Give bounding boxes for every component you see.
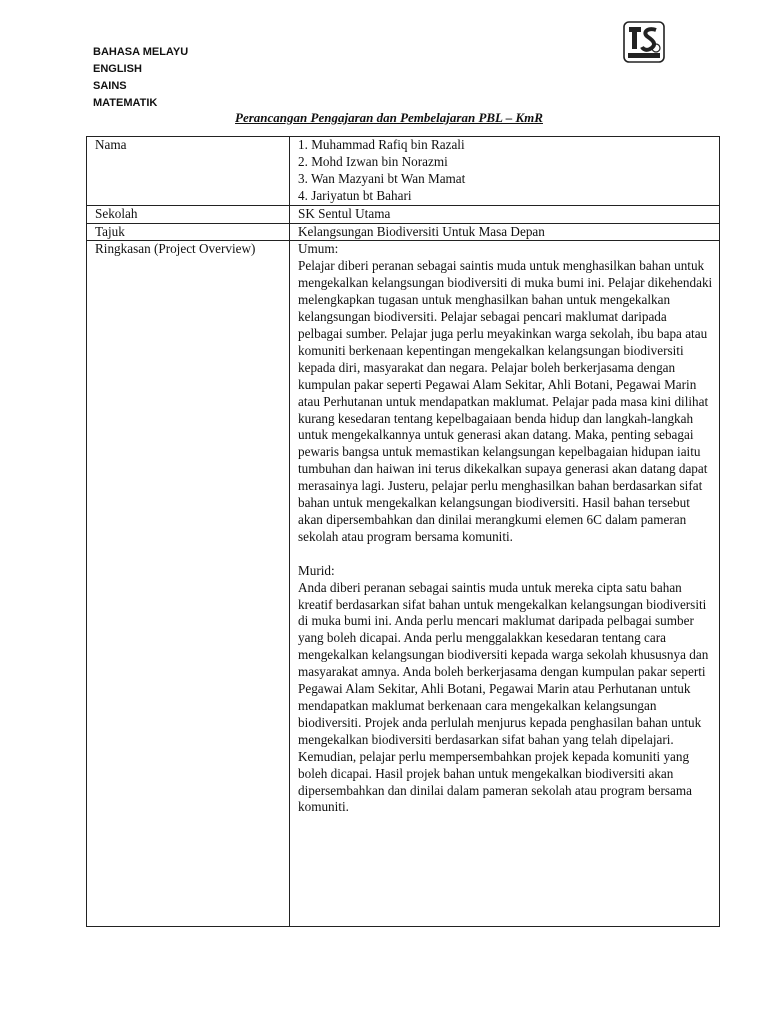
sekolah-label: Sekolah — [87, 205, 290, 223]
tajuk-value: Kelangsungan Biodiversiti Untuk Masa Depan — [290, 223, 720, 241]
table-row — [87, 205, 720, 223]
sekolah-value: SK Sentul Utama — [290, 205, 720, 223]
table-row — [87, 223, 720, 241]
subject-item: BAHASA MELAYU — [93, 46, 189, 58]
name-item: 1. Muhammad Rafiq bin Razali — [298, 137, 465, 152]
umum-paragraph: Pelajar diberi peranan sebagai saintis muda untuk menghasilkan bahan untuk mengekalkan kelangsungan biodiversiti di muka bumi ini. Pelajar dikehendaki melengkapkan tugasan untuk menghasilkan bahan untuk mengekalkan kelangsungan biodiversiti. Pelajar sebagai pencari maklumat daripada pelbagai sumber. Pelajar juga perlu meyakinkan warga sekolah, ibu bapa atau komuniti berkenaan kepentingan mengekalkan kelangsungan biodiversiti kepada diri, masyarakat dan negara. Pelajar boleh berkerjasama dengan kumpulan pakar seperti Pegawai Alam Sekitar, Ahli Botani, Pegawai Marin atau Perhutanan untuk mendapatkan maklumat. Pelajar pada masa kini dilihat kurang kesedaran tentang kepelbagaiaan benda hidup dan langkah-langkah untuk mengekalkannya untuk generasi akan datang. Maka, penting sebagai pewaris bangsa untuk memastikan kelangsungan kepelbagaian hidupan iaitu tumbuhan dan haiwan ini terus dikekalkan supaya generasi akan datang dapat merasainya lagi. Justeru, pelajar perlu menghasilkan bahan berdasarkan sifat bahan untuk mengekalkan kelangsungan biodiversiti. Hasil bahan tersebut akan dipersembahkan dan dinilai merangkumi elemen 6C dalam pameran sekolah atau program bersama komuniti. — [298, 258, 713, 544]
plan-table — [86, 136, 720, 927]
tajuk-label: Tajuk — [87, 223, 290, 241]
document-title-text: Perancangan Pengajaran dan Pembelajaran PBL – KmR — [235, 110, 543, 125]
names-cell — [290, 137, 720, 206]
subject-item: ENGLISH — [93, 63, 142, 75]
table-row — [87, 137, 720, 206]
subject-item: MATEMATIK — [93, 97, 158, 109]
name-item: 2. Mohd Izwan bin Norazmi — [298, 153, 448, 169]
subject-item: SAINS — [93, 80, 127, 92]
murid-paragraph: Anda diberi peranan sebagai saintis muda untuk mereka cipta satu bahan kreatif berdasarkan sifat bahan untuk mengekalkan kelangsungan biodiversiti di muka bumi ini. Anda perlu mencari maklumat daripada pelbagai sumber yang boleh dicapai. Anda perlu menggalakkan kesedaran tentang cara mengekalkan kelangsungan biodiversiti kepada warga sekolah khususnya dan masyarakat amnya. Anda boleh berkerjasama dengan kumpulan pakar seperti Pegawai Alam Sekitar, Ahli Botani, Pegawai Marin atau Perhutanan untuk mendapatkan maklumat berkenaan cara mengekalkan kelangsungan biodiversiti. Projek anda perlulah menjurus kepada penghasilan bahan untuk mengekalkan biodiversiti berdasarkan sifat bahan yang telah dipelajari. Kemudian, pelajar perlu mempersembahkan projek kepada komuniti yang boleh dicapai. Hasil projek bahan untuk mengekalkan biodiversiti akan dipersembahkan dan dinilai dalam pameran sekolah atau program bersama komuniti. — [298, 579, 709, 815]
ringkasan-label: Ringkasan (Project Overview) — [87, 241, 290, 927]
nama-label: Nama — [87, 137, 290, 206]
document-title — [0, 110, 768, 126]
subject-list — [93, 44, 188, 112]
ringkasan-cell — [290, 241, 720, 927]
name-item: 3. Wan Mazyani bt Wan Mamat — [298, 170, 466, 186]
paragraph-spacer — [298, 546, 713, 563]
name-item: 4. Jariyatun bt Bahari — [298, 187, 412, 203]
murid-heading: Murid: — [298, 562, 335, 578]
umum-heading: Umum: — [298, 241, 339, 257]
school-logo-icon — [623, 21, 665, 63]
table-row — [87, 241, 720, 927]
